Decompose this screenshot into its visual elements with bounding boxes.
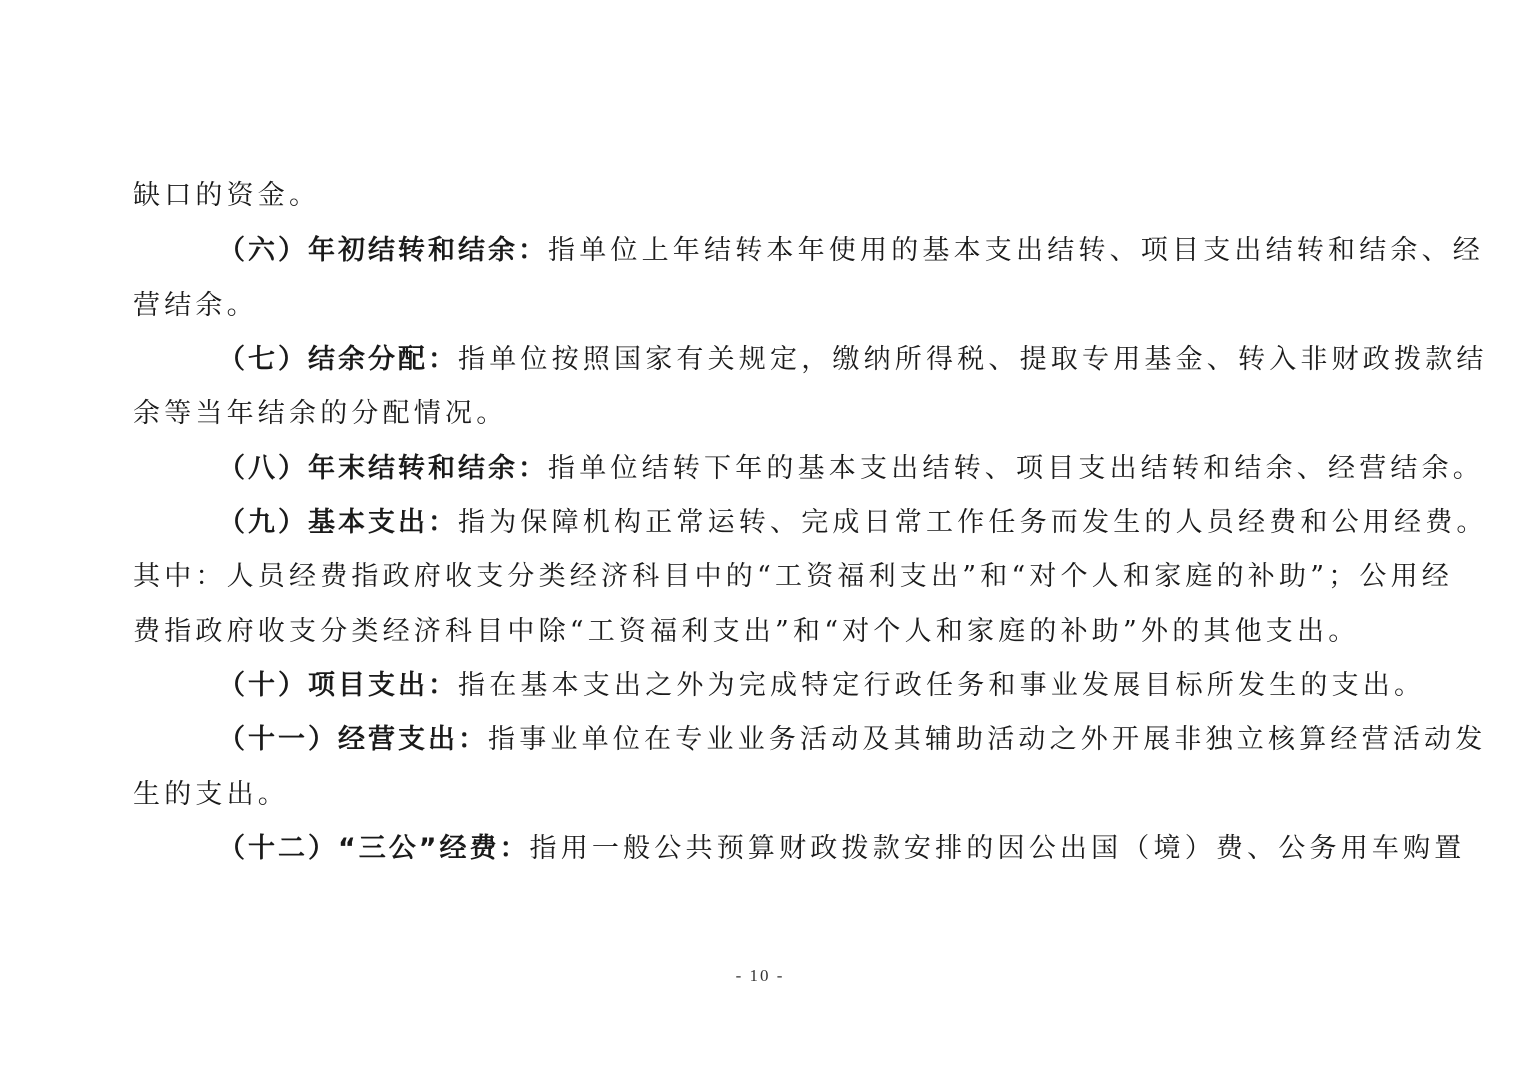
body-text: 营结余。 bbox=[133, 290, 258, 321]
definition-text: 指单位结转下年的基本支出结转、项目支出结转和结余、经营结余。 bbox=[548, 453, 1484, 484]
continuation-line bbox=[133, 777, 1391, 813]
definition-text: 指用一般公共预算财政拨款安排的因公出国（境）费、公务用车购置 bbox=[529, 833, 1466, 864]
definition-line bbox=[218, 451, 1484, 487]
definition-line bbox=[218, 831, 1466, 867]
term-heading: （十一）经营支出： bbox=[218, 724, 488, 755]
term-heading: （十二）“三公”经费： bbox=[218, 833, 530, 864]
continuation-line bbox=[133, 396, 1391, 432]
definition-line bbox=[218, 668, 1426, 704]
continuation-line bbox=[133, 559, 1454, 595]
body-text: 费指政府收支分类经济科目中除“工资福利支出”和“对个人和家庭的补助”外的其他支出。 bbox=[133, 616, 1360, 647]
definition-line bbox=[218, 505, 1488, 541]
definition-text: 指在基本支出之外为完成特定行政任务和事业发展目标所发生的支出。 bbox=[458, 670, 1426, 701]
term-heading: （十）项目支出： bbox=[218, 670, 458, 701]
definition-text: 指事业单位在专业业务活动及其辅助活动之外开展非独立核算经营活动发 bbox=[488, 724, 1487, 755]
body-text: 缺口的资金。 bbox=[133, 180, 321, 211]
term-heading: （六）年初结转和结余： bbox=[218, 235, 548, 266]
term-heading: （八）年末结转和结余： bbox=[218, 453, 548, 484]
page-number: - 10 - bbox=[735, 966, 785, 985]
body-text: 生的支出。 bbox=[133, 779, 289, 810]
definition-text: 指单位按照国家有关规定，缴纳所得税、提取专用基金、转入非财政拨款结 bbox=[458, 344, 1488, 375]
definition-line bbox=[218, 722, 1487, 758]
definition-text: 指单位上年结转本年使用的基本支出结转、项目支出结转和结余、经 bbox=[548, 235, 1484, 266]
term-heading: （九）基本支出： bbox=[218, 507, 458, 538]
definition-line bbox=[218, 342, 1488, 378]
term-heading: （七）结余分配： bbox=[218, 344, 458, 375]
continuation-line bbox=[133, 178, 1391, 214]
body-text: 余等当年结余的分配情况。 bbox=[133, 398, 508, 429]
continuation-line bbox=[133, 614, 1391, 650]
continuation-line bbox=[133, 288, 1391, 324]
definition-line bbox=[218, 233, 1484, 269]
body-text: 其中：人员经费指政府收支分类经济科目中的“工资福利支出”和“对个人和家庭的补助”；公用经 bbox=[133, 561, 1454, 592]
definition-text: 指为保障机构正常运转、完成日常工作任务而发生的人员经费和公用经费。 bbox=[458, 507, 1488, 538]
